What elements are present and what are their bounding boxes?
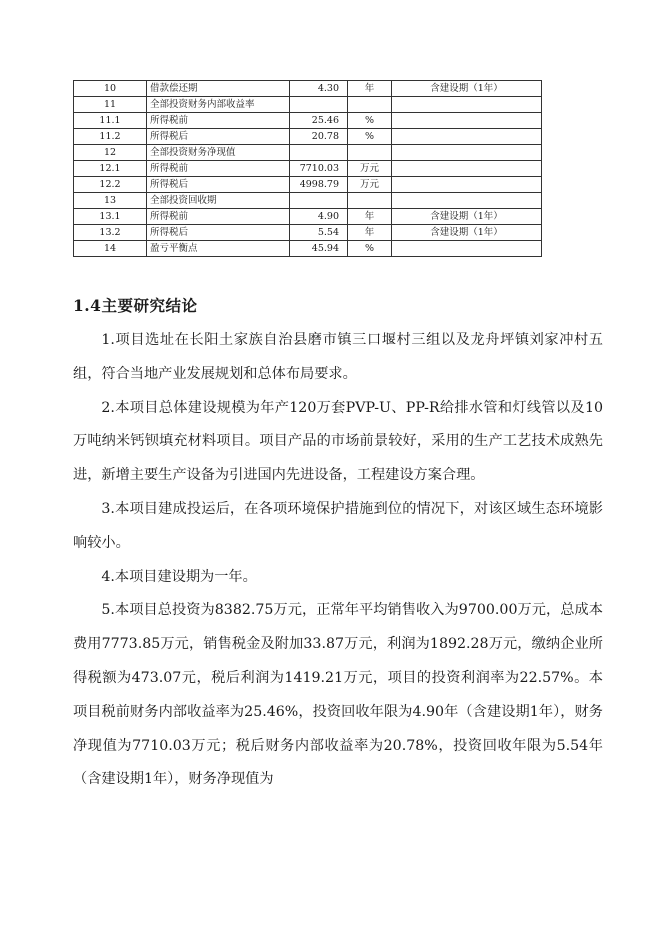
row-note bbox=[392, 113, 542, 129]
row-unit: 年 bbox=[348, 225, 392, 241]
row-item: 所得税后 bbox=[147, 225, 290, 241]
row-value bbox=[290, 193, 348, 209]
paragraph-5: 5.本项目总投资为8382.75万元，正常年平均销售收入为9700.00万元，总成本费用7773.85万元，销售税金及附加33.87万元，利润为1892.28万元，缴纳企业所得税额为473.07元，税后利润为1419.21万元，项目的投资利润率为22.57%。本项目税前财务内部收益率为25.46%，投资回收年限为4.90年（含建设期1年），财务净现值为7710.03万元；税后财务内部收益率为20.78%，投资回收年限为5.54年（含建设期1年），财务净现值为 bbox=[73, 602, 603, 788]
row-item: 全部投资回收期 bbox=[147, 193, 290, 209]
row-note bbox=[392, 145, 542, 161]
row-unit: 万元 bbox=[348, 161, 392, 177]
row-value: 25.46 bbox=[290, 113, 348, 129]
table-row bbox=[74, 193, 542, 209]
financial-indicators-table bbox=[73, 80, 542, 257]
table-row bbox=[74, 97, 542, 113]
section-heading: 1.4主要研究结论 bbox=[73, 296, 198, 315]
table-body bbox=[74, 81, 542, 257]
row-value bbox=[290, 97, 348, 113]
row-item: 所得税前 bbox=[147, 113, 290, 129]
row-unit bbox=[348, 193, 392, 209]
table-row bbox=[74, 129, 542, 145]
row-item: 盈亏平衡点 bbox=[147, 241, 290, 257]
row-item: 所得税后 bbox=[147, 129, 290, 145]
table-row bbox=[74, 209, 542, 225]
row-value: 4998.79 bbox=[290, 177, 348, 193]
row-value: 4.30 bbox=[290, 81, 348, 97]
row-value: 45.94 bbox=[290, 241, 348, 257]
row-unit: % bbox=[348, 113, 392, 129]
row-unit: % bbox=[348, 129, 392, 145]
row-note bbox=[392, 97, 542, 113]
table-row bbox=[74, 161, 542, 177]
row-note bbox=[392, 193, 542, 209]
row-unit bbox=[348, 97, 392, 113]
row-number: 12.2 bbox=[74, 177, 147, 193]
row-item: 全部投资财务净现值 bbox=[147, 145, 290, 161]
row-unit: 年 bbox=[348, 209, 392, 225]
row-item: 所得税前 bbox=[147, 161, 290, 177]
row-number: 11 bbox=[74, 97, 147, 113]
row-item: 借款偿还期 bbox=[147, 81, 290, 97]
row-value: 5.54 bbox=[290, 225, 348, 241]
row-item: 全部投资财务内部收益率 bbox=[147, 97, 290, 113]
row-number: 12.1 bbox=[74, 161, 147, 177]
table-row bbox=[74, 145, 542, 161]
row-note: 含建设期（1年） bbox=[392, 81, 542, 97]
row-value bbox=[290, 145, 348, 161]
row-value: 7710.03 bbox=[290, 161, 348, 177]
row-item: 所得税后 bbox=[147, 177, 290, 193]
table-row bbox=[74, 225, 542, 241]
row-value: 4.90 bbox=[290, 209, 348, 225]
row-value: 20.78 bbox=[290, 129, 348, 145]
table-row bbox=[74, 113, 542, 129]
row-unit: % bbox=[348, 241, 392, 257]
row-note bbox=[392, 129, 542, 145]
row-number: 11.1 bbox=[74, 113, 147, 129]
paragraph-4: 4.本项目建设期为一年。 bbox=[101, 568, 257, 585]
row-number: 11.2 bbox=[74, 129, 147, 145]
row-note bbox=[392, 161, 542, 177]
row-note: 含建设期（1年） bbox=[392, 209, 542, 225]
row-number: 13 bbox=[74, 193, 147, 209]
row-number: 14 bbox=[74, 241, 147, 257]
row-unit bbox=[348, 145, 392, 161]
row-note bbox=[392, 177, 542, 193]
table-row bbox=[74, 81, 542, 97]
paragraph-1: 1.项目选址在长阳土家族自治县磨市镇三口堰村三组以及龙舟坪镇刘家冲村五组，符合当地产业发展规划和总体布局要求。 bbox=[73, 332, 603, 382]
row-note: 含建设期（1年） bbox=[392, 225, 542, 241]
row-number: 10 bbox=[74, 81, 147, 97]
table-row bbox=[74, 241, 542, 257]
row-item: 所得税前 bbox=[147, 209, 290, 225]
section-body bbox=[73, 324, 603, 797]
paragraph-2: 2.本项目总体建设规模为年产120万套PVP-U、PP-R给排水管和灯线管以及10万吨纳米钙钡填充材料项目。项目产品的市场前景较好，采用的生产工艺技术成熟先进，新增主要生产设备为引进国内先进设备，工程建设方案合理。 bbox=[73, 399, 603, 484]
row-unit: 年 bbox=[348, 81, 392, 97]
row-unit: 万元 bbox=[348, 177, 392, 193]
paragraph-3: 3.本项目建成投运后，在各项环境保护措施到位的情况下，对该区域生态环境影响较小。 bbox=[73, 500, 603, 551]
row-number: 13.2 bbox=[74, 225, 147, 241]
row-number: 13.1 bbox=[74, 209, 147, 225]
table-row bbox=[74, 177, 542, 193]
row-note bbox=[392, 241, 542, 257]
row-number: 12 bbox=[74, 145, 147, 161]
